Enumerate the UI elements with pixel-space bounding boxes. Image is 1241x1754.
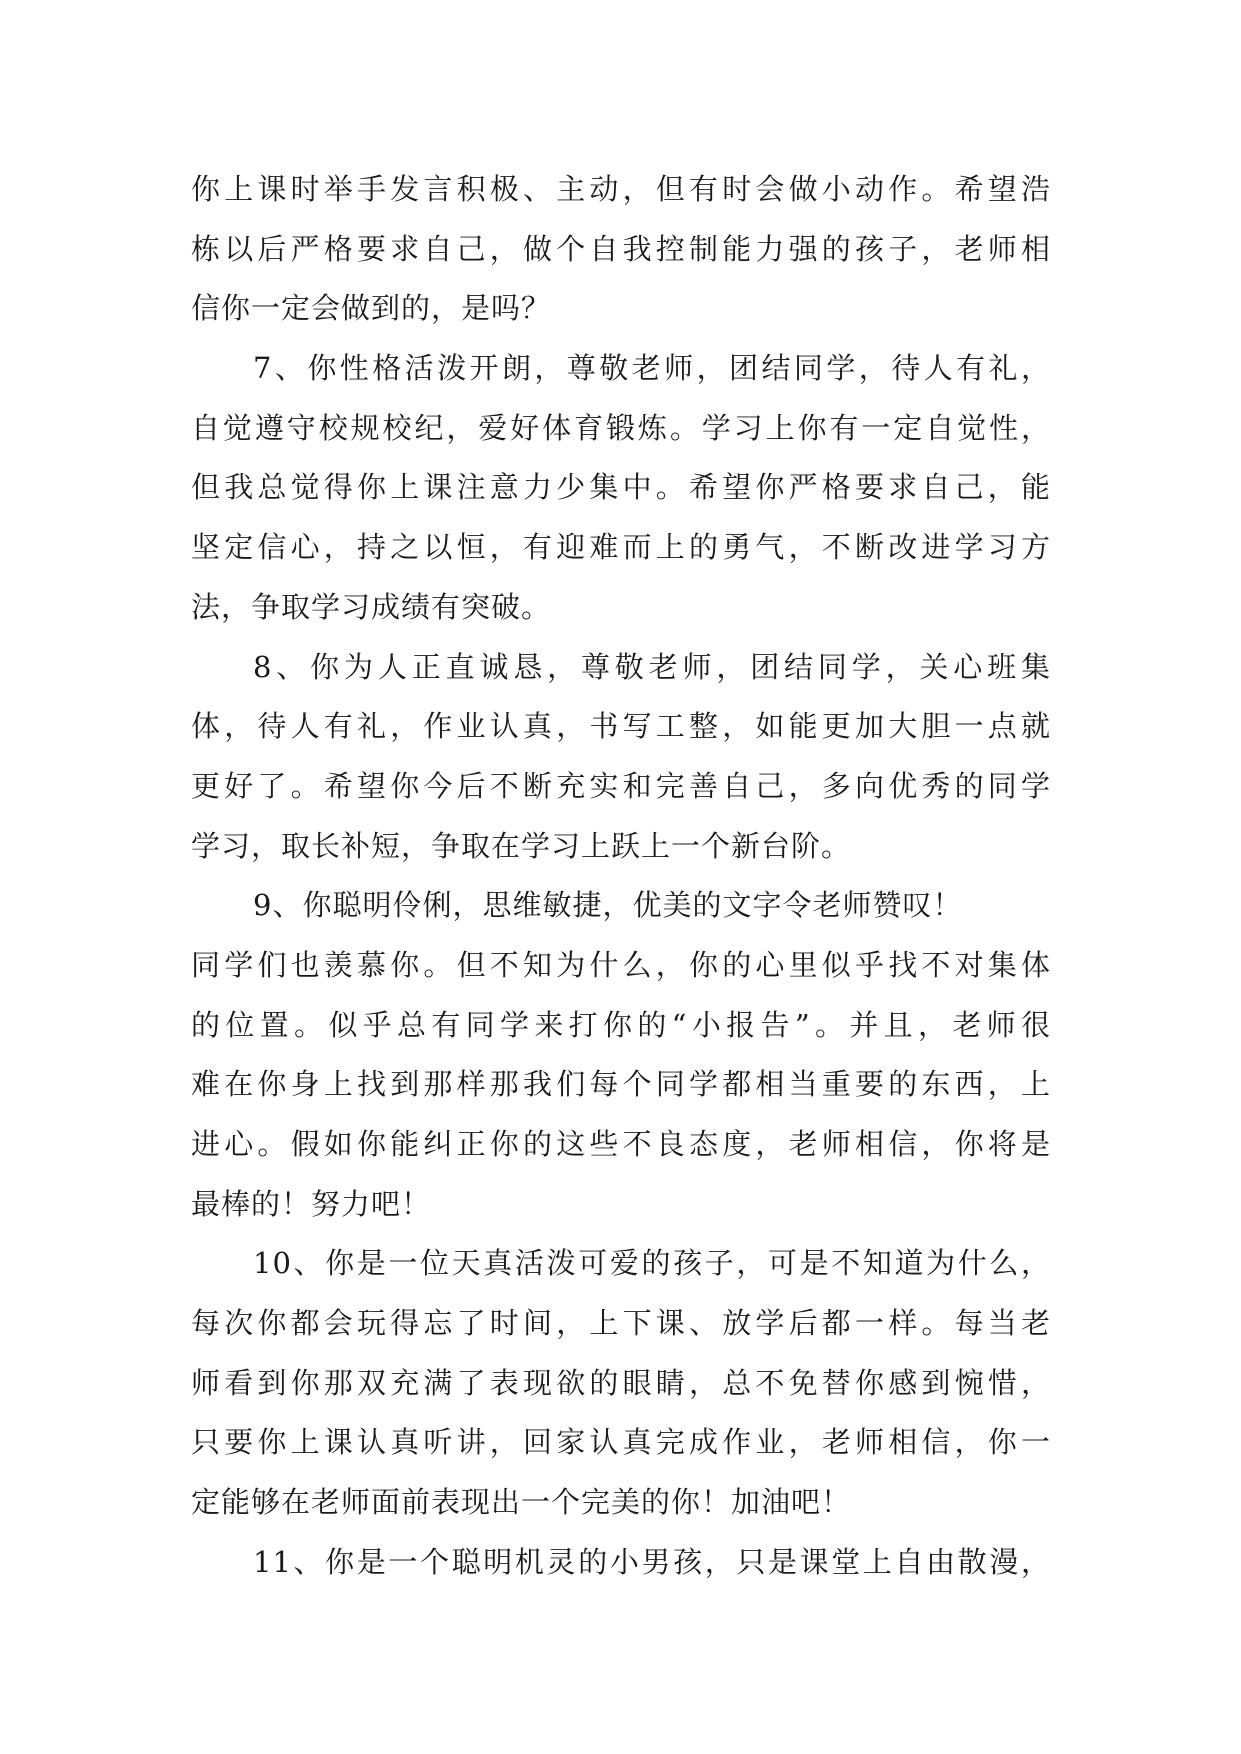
text-line: 的位置。似乎总有同学来打你的“小报告”。并且，老师很 [191,1007,1051,1042]
text-line: 最棒的！努力吧！ [191,1186,432,1221]
text-line: 法，争取学习成绩有突破。 [191,589,552,624]
text-line: 栋以后严格要求自己，做个自我控制能力强的孩子，老师相 [191,231,1051,266]
text-line: 学习，取长补短，争取在学习上跃上一个新台阶。 [191,828,852,863]
text-line: 进心。假如你能纠正你的这些不良态度，老师相信，你将是 [191,1127,1051,1161]
text-line: 9、你聪明伶俐，思维敏捷，优美的文字令老师赞叹！ [253,888,963,923]
text-line: 体，待人有礼，作业认真，书写工整，如能更加大胆一点就 [191,709,1051,744]
text-line: 只要你上课认真听讲，回家认真完成作业，老师相信，你一 [191,1425,1051,1460]
text-line: 坚定信心，持之以恒，有迎难而上的勇气，不断改进学习方 [191,530,1051,565]
text-line: 同学们也羡慕你。但不知为什么，你的心里似乎找不对集体 [191,947,1051,982]
text-line: 但我总觉得你上课注意力少集中。希望你严格要求自己，能 [191,470,1051,505]
text-line: 更好了。希望你今后不断充实和完善自己，多向优秀的同学 [191,768,1051,803]
text-line: 11、你是一个聪明机灵的小男孩，只是课堂上自由散漫， [253,1544,1051,1579]
body-text [191,160,1051,1593]
text-line: 师看到你那双充满了表现欲的眼睛，总不免替你感到惋惜， [191,1365,1051,1400]
text-line: 你上课时举手发言积极、主动，但有时会做小动作。希望浩 [191,172,1051,206]
text-line: 每次你都会玩得忘了时间，上下课、放学后都一样。每当老 [191,1306,1051,1341]
text-line: 7、你性格活泼开朗，尊敬老师，团结同学，待人有礼， [253,351,1051,386]
text-line: 8、你为人正直诚恳，尊敬老师，团结同学，关心班集 [253,649,1051,684]
text-line: 难在你身上找到那样那我们每个同学都相当重要的东西，上 [191,1067,1051,1102]
text-line: 信你一定会做到的，是吗？ [191,291,552,326]
text-line: 定能够在老师面前表现出一个完美的你！加油吧！ [191,1485,852,1520]
text-line: 10、你是一位天真活泼可爱的孩子，可是不知道为什么， [253,1246,1051,1281]
text-line: 自觉遵守校规校纪，爱好体育锻炼。学习上你有一定自觉性， [191,410,1051,445]
